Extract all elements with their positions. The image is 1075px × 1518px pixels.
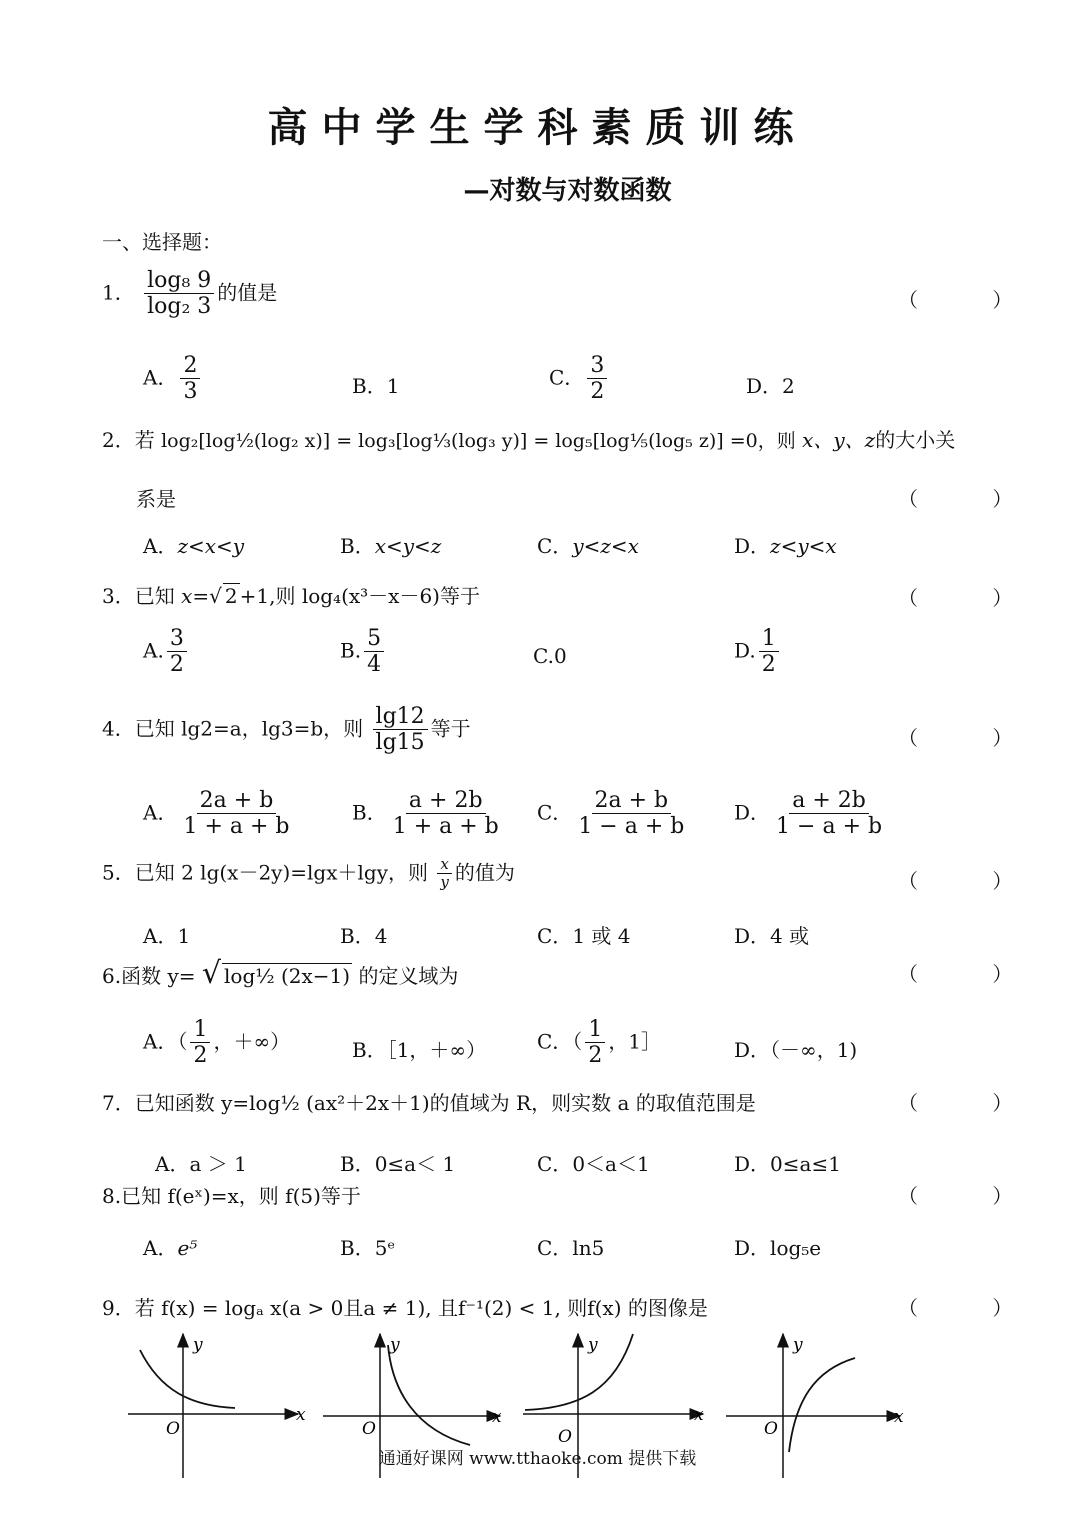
question-6: 6.函数 y= √ log½ (2x−1) 的定义域为 bbox=[102, 956, 459, 991]
question-5: 5．已知 2 lg(x－2y)=lgx＋lgy，则 $\frac{x}{y}$ 的值为 bbox=[102, 855, 515, 892]
numerator: log₈ 9 bbox=[144, 268, 214, 294]
page-subtitle: —对数与对数函数 bbox=[463, 176, 672, 206]
answer-bracket: （ ） bbox=[898, 1296, 1047, 1320]
svg-text:y: y bbox=[793, 1335, 803, 1355]
option-b[interactable]: B．1 bbox=[352, 374, 400, 398]
question-3: 3．已知 x=√ 2 +1,则 log₄(x³－x－6)等于 bbox=[102, 584, 480, 608]
question-number: 1． bbox=[102, 280, 135, 305]
option-d[interactable]: D．z<y<x bbox=[734, 534, 837, 558]
question-4: 4．已知 lg2=a，lg3=b，则 $\frac{\lg 12}{\lg 15}$ 等于 bbox=[102, 704, 471, 756]
denominator: log₂ 3 bbox=[147, 294, 212, 320]
answer-bracket: （ ） bbox=[898, 962, 1047, 986]
answer-bracket: （ ） bbox=[898, 487, 1047, 511]
option-c[interactable]: C．y<z<x bbox=[537, 534, 639, 558]
answer-bracket: （ ） bbox=[898, 1184, 1047, 1208]
option-b[interactable]: B． $\frac{a + 2b}{1 + a + b}$ bbox=[352, 788, 499, 840]
option-a[interactable]: A． $\frac{2a + b}{1 + a + b}$ bbox=[143, 788, 290, 840]
svg-text:y: y bbox=[193, 1335, 203, 1355]
svg-text:x: x bbox=[492, 1407, 502, 1427]
svg-text:x: x bbox=[296, 1405, 306, 1425]
option-d[interactable]: D． $\frac{a + 2b}{1 - a + b}$ bbox=[734, 788, 883, 840]
option-c[interactable]: C．0＜a＜1 bbox=[537, 1152, 650, 1176]
option-c[interactable]: C．1 或 4 bbox=[537, 924, 631, 948]
svg-text:O: O bbox=[166, 1419, 180, 1439]
option-a[interactable]: A. $\frac{3}{2}$ bbox=[143, 626, 190, 678]
option-b[interactable]: B．5ᵉ bbox=[340, 1236, 396, 1260]
option-d[interactable]: D．（－∞，1) bbox=[734, 1038, 858, 1062]
question-2: 2．若 log₂[log½(log₂ x)] = log₃[log⅓(log₃ y)] = log₅[log⅕(log₅ z)] =0，则 x、y、z的大小关 bbox=[102, 428, 956, 452]
svg-text:O: O bbox=[764, 1419, 778, 1439]
svg-text:x: x bbox=[894, 1407, 904, 1427]
fraction bbox=[144, 268, 214, 320]
question-1 bbox=[102, 268, 277, 320]
option-d[interactable]: D．4 或 bbox=[734, 924, 810, 948]
option-a[interactable]: A．1 bbox=[143, 924, 191, 948]
svg-text:x: x bbox=[694, 1405, 704, 1425]
answer-bracket: （ ） bbox=[898, 586, 1047, 610]
option-d[interactable]: D．2 bbox=[746, 374, 795, 398]
question-8: 8.已知 f(eˣ)=x，则 f(5)等于 bbox=[102, 1184, 361, 1208]
option-d[interactable]: D．0≤a≤1 bbox=[734, 1152, 841, 1176]
option-c[interactable]: C．ln5 bbox=[537, 1236, 605, 1260]
option-a[interactable]: A．z<x<y bbox=[143, 534, 245, 558]
option-b[interactable]: B．［1，＋∞） bbox=[352, 1038, 487, 1062]
option-a[interactable]: A．（ $\frac{1}{2}$ ，＋∞） bbox=[143, 1017, 291, 1069]
option-c[interactable]: C． $\frac{3}{2}$ bbox=[549, 353, 610, 405]
question-2-line2: 系是 bbox=[136, 487, 176, 511]
option-b[interactable]: B．0≤a＜ 1 bbox=[340, 1152, 456, 1176]
answer-bracket: （ ） bbox=[898, 288, 1047, 312]
option-c[interactable]: C．（ $\frac{1}{2}$ ，1］ bbox=[537, 1017, 662, 1069]
svg-text:O: O bbox=[558, 1427, 572, 1447]
page-title: 高中学生学科素质训练 bbox=[267, 105, 808, 151]
footer-watermark: 通通好课网 www.tthaoke.com 提供下载 bbox=[378, 1449, 697, 1469]
option-a[interactable]: A．e⁵ bbox=[143, 1236, 198, 1260]
section-heading: 一、选择题： bbox=[102, 230, 222, 254]
question-9: 9．若 f(x) = logₐ x(a > 0且a ≠ 1), 且f⁻¹(2) < 1, 则f(x) 的图像是 bbox=[102, 1296, 708, 1320]
option-d[interactable]: D．log₅e bbox=[734, 1236, 822, 1260]
question-7: 7．已知函数 y=log½ (ax²＋2x＋1)的值域为 R，则实数 a 的取值范围是 bbox=[102, 1091, 756, 1115]
question-text: 的值是 bbox=[217, 280, 278, 305]
option-b[interactable]: B．4 bbox=[340, 924, 388, 948]
answer-bracket: （ ） bbox=[898, 726, 1047, 750]
option-a[interactable]: A．a ＞ 1 bbox=[155, 1152, 247, 1176]
svg-text:y: y bbox=[390, 1335, 400, 1355]
option-d[interactable]: D. $\frac{1}{2}$ bbox=[734, 626, 782, 678]
option-c[interactable]: C． $\frac{2a + b}{1 - a + b}$ bbox=[537, 788, 685, 840]
answer-bracket: （ ） bbox=[898, 869, 1047, 893]
option-b[interactable]: B. $\frac{5}{4}$ bbox=[340, 626, 387, 678]
answer-bracket: （ ） bbox=[898, 1091, 1047, 1115]
svg-text:y: y bbox=[588, 1335, 598, 1355]
svg-text:O: O bbox=[362, 1419, 376, 1439]
option-a[interactable]: A． $\frac{2}{3}$ bbox=[143, 353, 203, 405]
question-expression: log₂[log½(log₂ x)] = log₃[log⅓(log₃ y)] = log₅[log⅕(log₅ z)] =0，则 bbox=[161, 430, 796, 452]
option-c[interactable]: C.0 bbox=[533, 644, 567, 668]
option-b[interactable]: B．x<y<z bbox=[340, 534, 442, 558]
